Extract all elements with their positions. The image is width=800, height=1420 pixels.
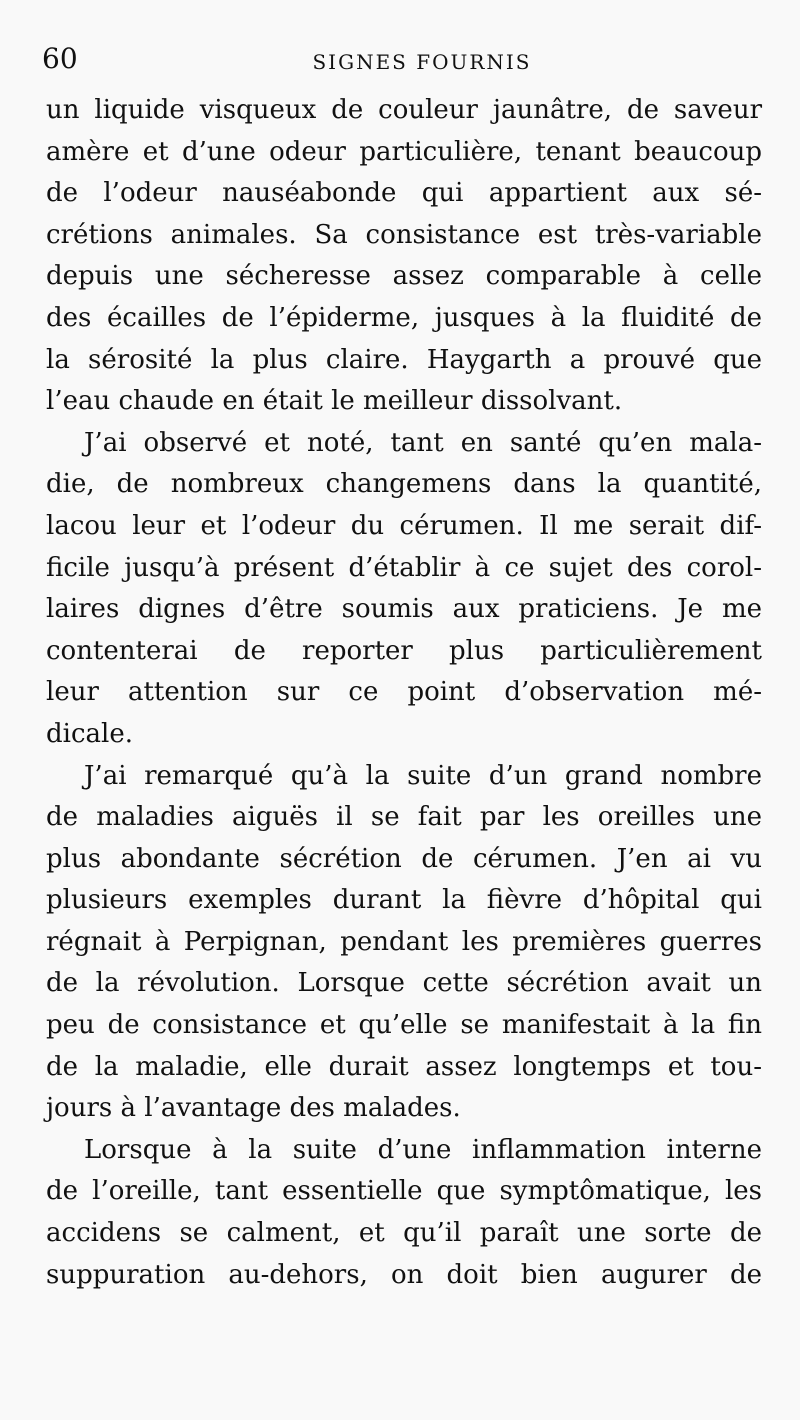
page-number: 60 [42, 42, 78, 75]
text-line: jours à l’avantage des malades. [46, 1093, 461, 1124]
text-line: die, de nombreux changemens dans la quantité, [46, 469, 762, 500]
text-line: de maladies aiguës il se fait par les oreilles une [46, 802, 762, 833]
text-line: de la révolution. Lorsque cette sécrétion avait un [46, 968, 762, 999]
text-line: leur attention sur ce point d’observation mé- [46, 677, 762, 708]
text-line: crétions animales. Sa consistance est très-variable [46, 219, 762, 250]
text-line: J’ai observé et noté, tant en santé qu’en mala- [84, 427, 762, 458]
paragraph-3 [46, 756, 762, 1130]
text-line: accidens se calment, et qu’il paraît une sorte de [46, 1218, 762, 1249]
text-line: peu de consistance et qu’elle se manifestait à la fin [46, 1010, 762, 1041]
text-line: dicale. [46, 718, 133, 749]
text-line: contenterai de reporter plus particulièrement [46, 635, 762, 666]
text-line: de l’odeur nauséabonde qui appartient aux sé- [46, 178, 762, 209]
text-line: laires dignes d’être soumis aux praticiens. Je me [46, 594, 762, 625]
text-line: J’ai remarqué qu’à la suite d’un grand nombre [84, 760, 762, 791]
text-line: régnait à Perpignan, pendant les premières guerres [46, 926, 762, 957]
paragraph-4 [46, 1130, 762, 1296]
running-title: SIGNES FOURNIS [312, 50, 532, 74]
text-line: suppuration au-dehors, on doit bien augurer de [46, 1259, 762, 1290]
text-line: lacou leur et l’odeur du cérumen. Il me serait dif- [46, 510, 762, 541]
text-line: ficile jusqu’à présent d’établir à ce sujet des corol- [46, 552, 762, 583]
text-line: de la maladie, elle durait assez longtemps et tou- [46, 1051, 762, 1082]
text-line: amère et d’une odeur particulière, tenant beaucoup [46, 136, 762, 167]
text-line: Lorsque à la suite d’une inflammation interne [84, 1134, 762, 1165]
text-line: depuis une sécheresse assez comparable à celle [46, 261, 762, 292]
page-header [42, 42, 762, 82]
text-line: de l’oreille, tant essentielle que symptômatique, les [46, 1176, 762, 1207]
text-line: plus abondante sécrétion de cérumen. J’en ai vu [46, 843, 762, 874]
page-body [46, 90, 762, 1296]
text-line: plusieurs exemples durant la fièvre d’hôpital qui [46, 885, 762, 916]
paragraph-2 [46, 423, 762, 756]
text-line: un liquide visqueux de couleur jaunâtre, de saveur [46, 95, 762, 125]
text-line: l’eau chaude en était le meilleur dissolvant. [46, 386, 623, 417]
text-line: la sérosité la plus claire. Haygarth a prouvé que [46, 344, 762, 375]
text-line: des écailles de l’épiderme, jusques à la fluidité de [46, 302, 762, 333]
paragraph-1 [46, 90, 762, 423]
